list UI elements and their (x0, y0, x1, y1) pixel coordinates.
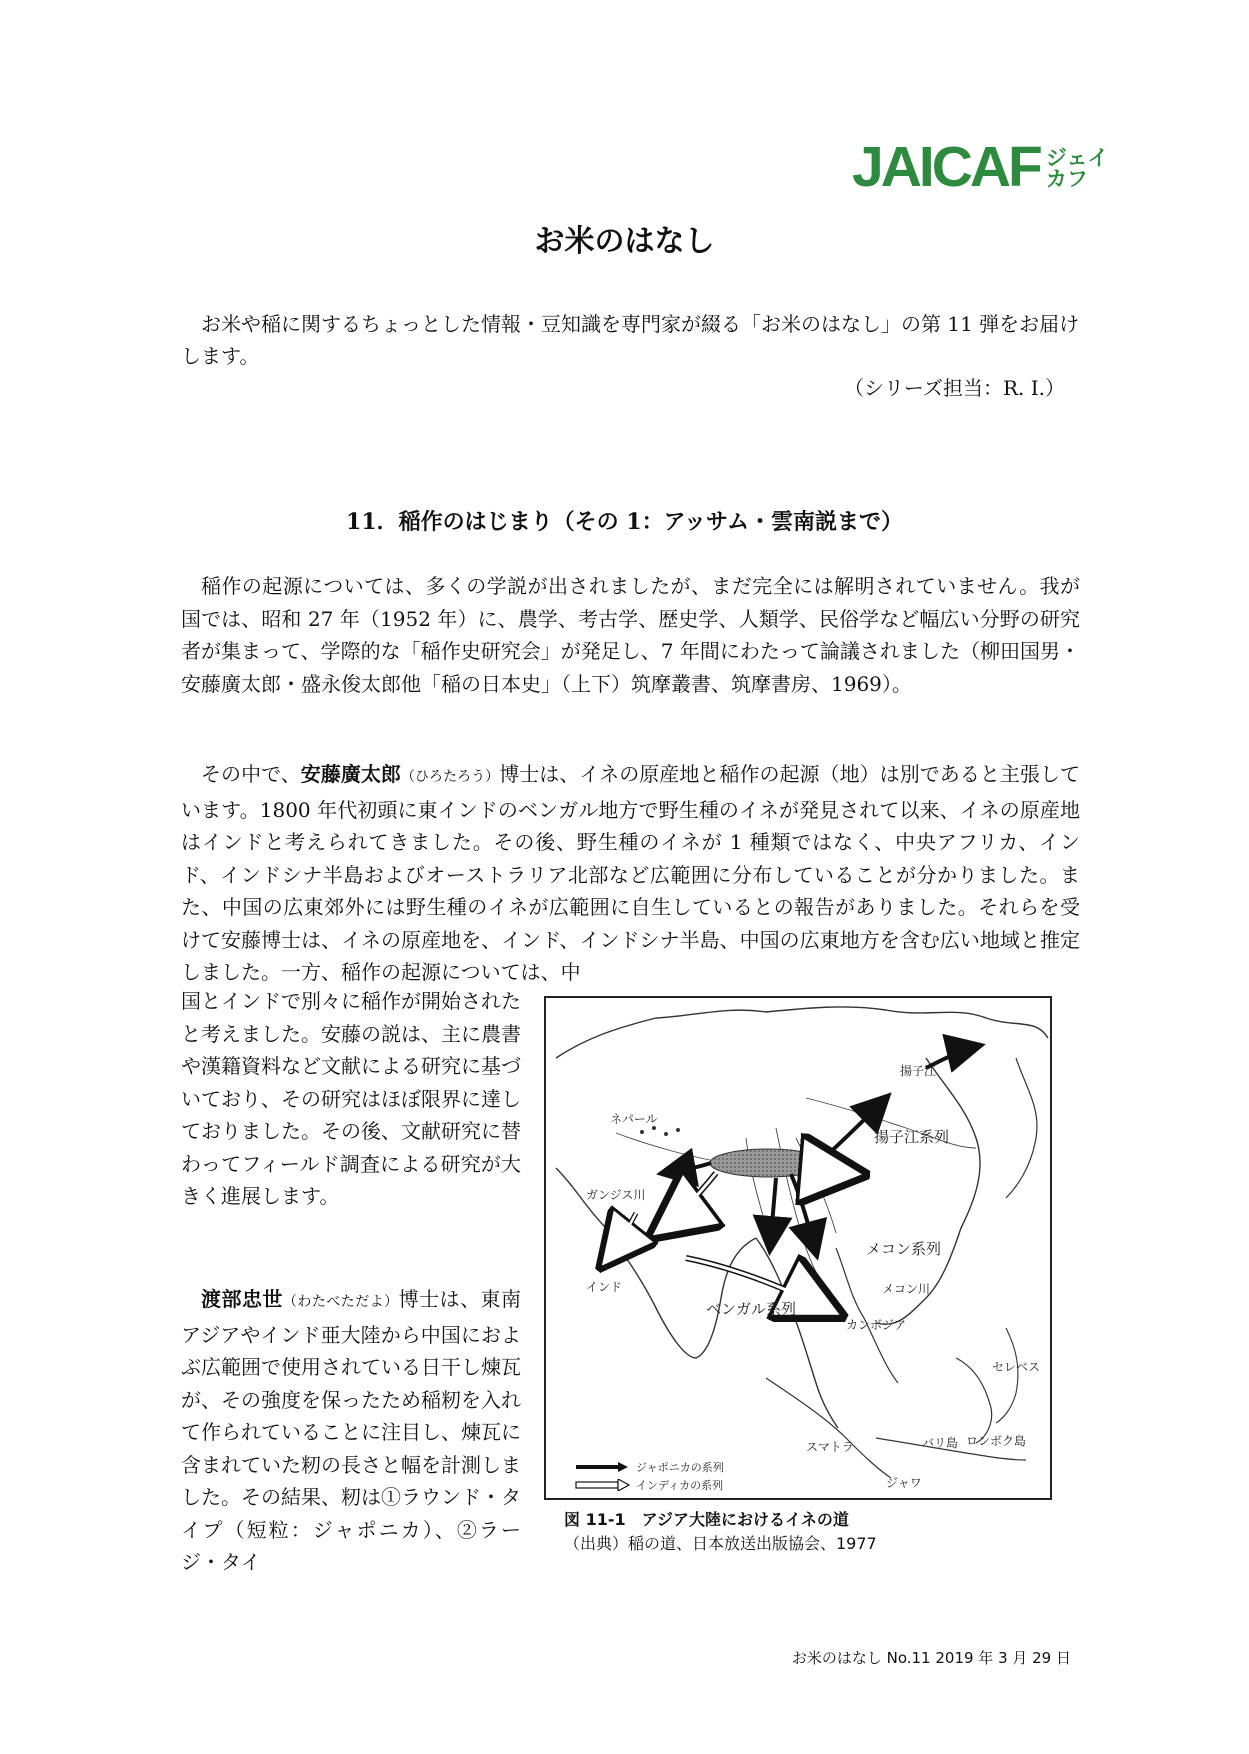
label-celebes: セレベス (992, 1360, 1041, 1374)
label-ganges: ガンジス川 (586, 1188, 646, 1202)
paragraph-2-intro: その中で、 (201, 762, 301, 786)
intro-text: お米や稲に関するちょっとした情報・豆知識を専門家が綴る「お米のはなし」の第 11 弾をお届けします。 (181, 312, 1080, 368)
figure-caption (564, 1508, 1044, 1556)
jaicaf-logo (852, 132, 1112, 199)
series-credit: （シリーズ担当：R. I.） (843, 376, 1065, 400)
label-bengal-series: ベンガル系列 (706, 1300, 797, 1318)
person-name-ando: 安藤廣太郎 (300, 762, 401, 786)
page-footer: お米のはなし No.11 2019 年 3 月 29 日 (791, 1649, 1071, 1667)
logo-wordmark: JAICAF (852, 135, 1040, 199)
label-sumatra: スマトラ (806, 1440, 854, 1454)
rice-route-map (544, 996, 1052, 1500)
paragraph-1: 稲作の起源については、多くの学説が出されましたが、まだ完全には解明されていません。我が国では、昭和 27 年（1952 年）に、農学、考古学、歴史学、人類学、民俗学など幅広い分野の研究者が集まって、学際的な「稲作史研究会」が発足し、7 年間にわたって論議されました（柳田国男・安藤廣太郎・盛永俊太郎他「稲の日本史」（上下）筑摩叢書、筑摩書房、1969）。 (181, 574, 1080, 696)
map-legend (574, 1458, 774, 1494)
figure-title: アジア大陸におけるイネの道 (641, 1510, 849, 1529)
paragraph-3: 国とインドで別々に稲作が開始されたと考えました。安藤の説は、主に農書や漢籍資料など文献による研究に基づいており、その研究はほぼ限界に達しておりました。その後、文献研究に替わってフィールド調査による研究が大きく進展します。 (181, 989, 521, 1208)
section-heading: 11．稲作のはじまり（その 1：アッサム・雲南説まで） (346, 509, 903, 535)
label-mekong-river: メコン川 (882, 1282, 931, 1296)
label-bali: バリ島 (922, 1436, 959, 1450)
page-title: お米のはなし (534, 224, 715, 259)
solid-arrow-icon (574, 1461, 630, 1473)
label-java: ジャワ (886, 1476, 922, 1490)
caption-line (564, 1508, 1044, 1532)
open-arrow-icon (574, 1479, 630, 1491)
person-reading-watabe: （わたべただよ） (282, 1294, 399, 1310)
figure-number: 図 11-1 (564, 1510, 626, 1529)
figure-source: （出典）稲の道、日本放送出版協会、1977 (564, 1534, 877, 1553)
paragraph-4 (181, 1283, 521, 1579)
person-name-watabe: 渡部忠世 (201, 1287, 283, 1311)
logo-kana: ジェイカフ (1045, 146, 1109, 191)
legend-japonica (574, 1458, 774, 1476)
person-reading-ando: （ひろたろう） (400, 769, 500, 785)
legend-japonica-label: ジャポニカの系列 (636, 1461, 724, 1474)
paragraph-4-body: 博士は、東南アジアやインド亜大陸から中国におよぶ広範囲で使用されている日干し煉瓦が、その強度を保ったため稲籾を入れて作られていることに注目し、煉瓦に含まれていた籾の長さと幅を計測しました。その結果、籾は①ラウンド・タイプ（短粒：ジャポニカ）、②ラージ・タイ (181, 1287, 522, 1574)
label-cambodia: カンボジア (846, 1318, 907, 1332)
map-drawing (546, 998, 1050, 1498)
label-yangtze: 揚子江 (900, 1064, 937, 1078)
label-nepal: ネパール (610, 1112, 658, 1126)
legend-indica (574, 1476, 774, 1494)
label-india: インド (586, 1280, 623, 1294)
legend-indica-label: インディカの系列 (636, 1479, 724, 1492)
paragraph-2 (181, 758, 1080, 989)
label-lombok: ロンボク島 (966, 1434, 1027, 1448)
label-mekong-series: メコン系列 (866, 1240, 942, 1258)
label-yangtze-series: 揚子江系列 (874, 1128, 950, 1146)
paragraph-2-body: 博士は、イネの原産地と稲作の起源（地）は別であると主張しています。1800 年代初頭に東インドのベンガル地方で野生種のイネが発見されて以来、イネの原産地はインドと考えられてきました。その後、野生種のイネが 1 種類ではなく、中央アフリカ、インド、インドシナ半島およびオーストラリア北部など広範囲に分布していることが分かりました。また、中国の広東郊外には野生種のイネが広範囲に自生しているとの報告がありました。それらを受けて安藤博士は、イネの原産地を、インド、インドシナ半島、中国の広東地方を含む広い地域と推定しました。一方、稲作の起源については、中 (181, 762, 1081, 984)
